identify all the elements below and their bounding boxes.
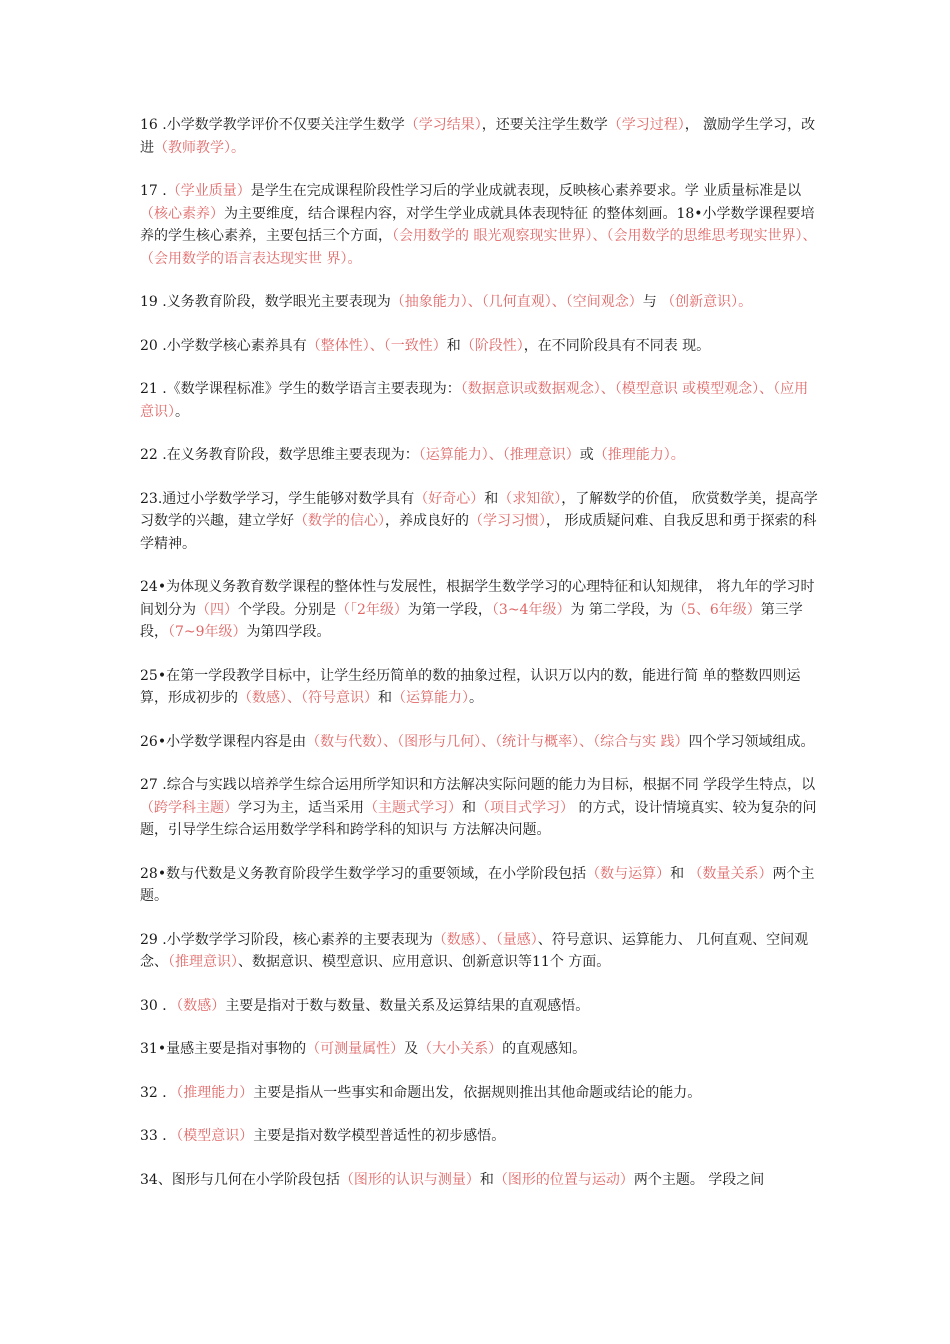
answer-text: （模型意识） (176, 1128, 254, 1144)
question-paragraph (140, 1038, 820, 1061)
answer-text: （数感）、（符号意识） (238, 690, 378, 706)
question-text: 主要是指从一些事实和命题出发，依据规则推出其他命题或结论的能力。 (253, 1084, 702, 1101)
question-text: 两个主题。 (140, 865, 815, 904)
answer-text: （图形的认识与测量） (339, 1171, 480, 1188)
question-text: 24•为体现义务教育数学课程的整体性与发展性，根据学生数学学习的心理特征和认知规律， 将九年的学习时间划分为 (140, 579, 815, 618)
question-text: 16 .小学数学教学评价不仅要关注学生数学 (140, 117, 405, 133)
question-text: 和 (670, 865, 689, 882)
question-paragraph (140, 114, 820, 159)
answer-text: （图形的位置与运动） (493, 1171, 634, 1188)
question-text: 的直观感知。 (502, 1041, 587, 1057)
question-paragraph (140, 995, 820, 1018)
answer-text: （5、6年级） (672, 601, 761, 618)
answer-text: （教师教学）。 (154, 139, 245, 156)
answer-text: （学习过程） (607, 117, 685, 133)
question-paragraph (140, 291, 820, 314)
question-paragraph (140, 1125, 820, 1148)
question-text: 17 . (140, 183, 167, 199)
question-paragraph (140, 863, 820, 908)
answer-text: （整体性）、（一致性） (306, 337, 447, 354)
question-paragraph (140, 665, 820, 710)
question-text: 为 第二学段，为 (570, 601, 673, 618)
question-text: 和 (479, 1171, 494, 1188)
question-text: 25•在第一学段教学目标中，让学生经历简单的数的抽象过程，认识万以内的数，能进行简 单的整数四则运算，形成初步的 (140, 667, 801, 706)
answer-text: （数与代数）、（图形与几何）、（统计与概率）、（综合与实 践） (306, 733, 689, 750)
question-text: 27 .综合与实践以培养学生综合运用所学知识和方法解决实际问题的能力为目标，根据不同 学段学生特点，以 (140, 777, 816, 793)
question-text: 和 (446, 337, 461, 354)
answer-text: （阶段性） (460, 337, 524, 354)
answer-text: （学业质量） (166, 183, 251, 199)
question-text: 22 .在义务教育阶段，数学思维主要表现为： (140, 447, 419, 463)
answer-text: （推理能力） (176, 1084, 254, 1101)
question-text: 的方式，设计情境真实、较为复杂的问题，引导学生综合运用数学学科和跨学科的知识与 方法解决问题。 (140, 799, 817, 838)
question-text: 23.通过小学数学学习，学生能够对数学具有 (140, 490, 415, 507)
answer-text: （好奇心） (414, 490, 485, 507)
question-text: 主要是指对于数与数量、数量关系及运算结果的直观感悟。 (225, 997, 590, 1014)
answer-text: （运算能力） (392, 690, 469, 706)
question-text: 33 ． (140, 1128, 177, 1144)
answer-text: （推理意识） (168, 954, 238, 970)
question-text: 20 .小学数学核心素养具有 (140, 337, 307, 354)
question-paragraph (140, 180, 820, 270)
question-paragraph (140, 929, 820, 974)
answer-text: （项目式学习） (476, 799, 574, 816)
answer-text: （核心素养） (140, 205, 224, 222)
answer-text: （学习结果） (404, 117, 482, 133)
answer-text: （数量关系） (688, 865, 773, 882)
question-text: 26•小学数学课程内容是由 (140, 733, 307, 750)
question-text: 主要是指对数学模型普适性的初步感悟。 (253, 1128, 506, 1144)
answer-text: （数学的信心） (294, 513, 385, 529)
question-text: 为第四学段。 (246, 624, 331, 640)
question-paragraph (140, 731, 820, 754)
answer-text: （求知欲） (498, 490, 562, 507)
question-text: 四个学习领域组成。 (688, 733, 815, 750)
question-text: 31•量感主要是指对事物的 (140, 1041, 307, 1057)
question-text: ， 形成质疑问难、自我反思和勇于探索的科学精神。 (140, 513, 817, 552)
answer-text: （3~4年级） (491, 601, 571, 618)
question-text: 与 (642, 294, 662, 310)
answer-text: （会用数学的 眼光观察现实世界）、（会用数学的思维思考现实世界）、（会用数学的语言表达现实世 界）。 (140, 228, 817, 267)
question-text: ，了解数学的价值， 欣赏数学美，提高学习数学的兴趣，建立学好 (140, 490, 818, 529)
answer-text: （数与运算） (586, 865, 671, 882)
question-text: 29 .小学数学学习阶段，核心素养的主要表现为 (140, 931, 433, 948)
question-text: 。 (469, 690, 483, 706)
question-text: 。 (175, 403, 189, 420)
question-text: 和 (378, 690, 392, 706)
question-text: 、符号意识、运算能力、 几何直观、空间观念、 (140, 931, 809, 970)
question-text: 及 (404, 1041, 419, 1057)
question-paragraph (140, 378, 820, 423)
question-paragraph (140, 774, 820, 842)
answer-text: （运算能力）、（推理意识） (418, 447, 580, 463)
question-paragraph (140, 335, 820, 358)
question-text: 第三学段， (140, 601, 803, 640)
answer-text: （抽象能力）、（几何直观）、（空间观念） (390, 294, 643, 310)
answer-text: （学习习惯） (469, 513, 546, 529)
question-text: 学习为主，适当采用 (238, 799, 364, 816)
question-text: 、数据意识、模型意识、应用意识、创新意识等11个 方面。 (238, 954, 611, 970)
question-text: 个学段。分别是 (238, 601, 336, 618)
answer-text: （推理能力）。 (593, 447, 685, 463)
answer-text: （主题式学习） (364, 799, 462, 816)
question-text: 28•数与代数是义务教育阶段学生数学学习的重要领域，在小学阶段包括 (140, 865, 587, 882)
question-text: 30 ． (140, 997, 177, 1014)
question-text: 或 (579, 447, 594, 463)
question-paragraph (140, 1082, 820, 1105)
question-text: 34、图形与几何在小学阶段包括 (140, 1171, 340, 1188)
question-text: ，养成良好的 (385, 513, 469, 529)
question-paragraph (140, 1169, 820, 1192)
answer-text: （数感）、（量感） (432, 931, 538, 948)
answer-text: （跨学科主题） (140, 799, 238, 816)
question-text: 和 (484, 490, 499, 507)
question-text: 两个主题。 学段之间 (633, 1171, 765, 1188)
answer-text: （可测量属性） (306, 1041, 405, 1057)
answer-text: （「2年级） (336, 601, 408, 618)
answer-text: （数据意识或数据观念）、（模型意识 或模型观念）、（应用意识） (140, 381, 809, 420)
question-paragraph (140, 444, 820, 467)
question-text: 32 ． (140, 1084, 177, 1101)
question-text: 是学生在完成课程阶段性学习后的学业成就表现，反映核心素养要求。学 业质量标准是以 (250, 183, 802, 199)
question-text: 19 .义务教育阶段，数学眼光主要表现为 (140, 294, 391, 310)
question-paragraph (140, 488, 820, 556)
answer-text: （四） (196, 601, 238, 618)
question-text: ，在不同阶段具有不同表 现。 (523, 337, 711, 354)
question-text: 21 .《数学课程标准》学生的数学语言主要表现为： (140, 381, 461, 397)
question-text: ， 激励学生学习，改进 (140, 117, 816, 156)
answer-text: （创新意识）。 (661, 294, 753, 310)
answer-text: （数感） (176, 997, 226, 1014)
question-text: ，还要关注学生数学 (481, 117, 608, 133)
question-text: 为主要维度，结合课程内容，对学生学业成就具体表现特征 的整体刻画。18•小学数学课程要培养的学生核心素养，主要包括三个方面， (140, 205, 815, 244)
answer-text: （7~9年级） (168, 624, 247, 640)
question-text: 和 (462, 799, 476, 816)
question-paragraph (140, 576, 820, 644)
answer-text: （大小关系） (418, 1041, 503, 1057)
question-text: 为第一学段， (407, 601, 492, 618)
